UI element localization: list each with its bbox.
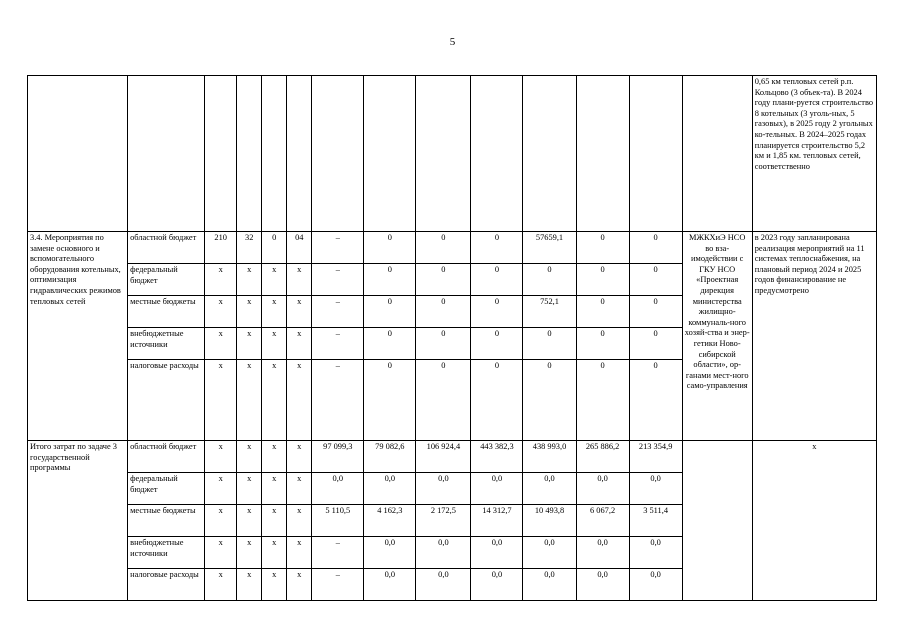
value-cell: 0 [364, 360, 416, 441]
funding-source: налоговые расходы [128, 569, 205, 601]
empty-cell [471, 76, 523, 232]
value-cell: 0,0 [629, 537, 682, 569]
code-cell: 0 [262, 232, 287, 264]
value-cell: 0,0 [576, 537, 629, 569]
funding-source: областной бюджет [128, 232, 205, 264]
code-cell: х [205, 569, 237, 601]
value-cell: 0,0 [576, 569, 629, 601]
funding-source: федеральный бюджет [128, 264, 205, 296]
value-cell: 5 110,5 [312, 505, 364, 537]
continuation-note: 0,65 км тепловых сетей р.п. Кольцово (3 объек-та). В 2024 году плани-руется строительство 8 котельных (3 уголь-ных, 5 газовых), в 2025 году 2 угольных ко-тельных. В 2024–2025 годах планируется строительство 5,2 км и 1,85 км. тепловых сетей, соответственно [752, 76, 876, 232]
code-cell: х [287, 360, 312, 441]
funding-source: местные бюджеты [128, 505, 205, 537]
value-cell: 97 099,3 [312, 441, 364, 473]
value-cell: 0 [576, 328, 629, 360]
value-cell: 0,0 [364, 569, 416, 601]
code-cell: х [237, 264, 262, 296]
value-cell: 0,0 [523, 537, 576, 569]
code-cell: х [287, 264, 312, 296]
code-cell: 32 [237, 232, 262, 264]
code-cell: х [262, 360, 287, 441]
code-cell: х [287, 441, 312, 473]
empty-cell [364, 76, 416, 232]
value-cell: 2 172,5 [416, 505, 471, 537]
value-cell: 0,0 [364, 537, 416, 569]
code-cell: х [287, 328, 312, 360]
value-cell: 0 [629, 296, 682, 328]
value-cell: 0 [523, 328, 576, 360]
code-cell: х [287, 296, 312, 328]
empty-cell [287, 76, 312, 232]
value-cell: – [312, 360, 364, 441]
value-cell: 0,0 [364, 473, 416, 505]
value-cell: 0 [576, 296, 629, 328]
empty-cell [416, 76, 471, 232]
value-cell: 10 493,8 [523, 505, 576, 537]
value-cell: 0,0 [629, 569, 682, 601]
code-cell: х [262, 441, 287, 473]
empty-cell [237, 76, 262, 232]
value-cell: 0,0 [471, 537, 523, 569]
value-cell: 3 511,4 [629, 505, 682, 537]
code-cell: х [262, 569, 287, 601]
value-cell: – [312, 232, 364, 264]
funding-source: налоговые расходы [128, 360, 205, 441]
empty-cell [576, 76, 629, 232]
code-cell: х [237, 360, 262, 441]
empty-cell [262, 76, 287, 232]
total-row [28, 441, 877, 473]
empty-cell [312, 76, 364, 232]
value-cell: 0 [576, 264, 629, 296]
code-cell: 04 [287, 232, 312, 264]
value-cell: 0 [416, 264, 471, 296]
page-number: 5 [449, 36, 456, 48]
code-cell: х [205, 328, 237, 360]
value-cell: 4 162,3 [364, 505, 416, 537]
value-cell: 443 382,3 [471, 441, 523, 473]
code-cell: х [262, 505, 287, 537]
value-cell: 0 [523, 360, 576, 441]
code-cell: х [237, 473, 262, 505]
value-cell: 0 [416, 232, 471, 264]
value-cell: – [312, 296, 364, 328]
total-task-name: Итого затрат по задаче 3 государственной программы [28, 441, 128, 601]
funding-source: внебюджетные источники [128, 537, 205, 569]
value-cell: 0 [576, 232, 629, 264]
value-cell: – [312, 328, 364, 360]
code-cell: х [237, 537, 262, 569]
code-cell: х [287, 505, 312, 537]
funding-source: областной бюджет [128, 441, 205, 473]
value-cell: 438 993,0 [523, 441, 576, 473]
empty-cell [205, 76, 237, 232]
executor: МЖКХиЭ НСО во вза-имодействии с ГКУ НСО «Проектная дирекция министерства жилищно-коммуналь-ного хозяй-ства и энер-гетики Ново-сибирской области», ор-ганами мест-ного само-управления [682, 232, 752, 441]
value-cell: – [312, 569, 364, 601]
value-cell: 0 [629, 232, 682, 264]
value-cell: 0 [471, 296, 523, 328]
empty-cell [682, 76, 752, 232]
value-cell: 0 [364, 264, 416, 296]
code-cell: х [287, 569, 312, 601]
empty-executor-cell [682, 441, 752, 601]
value-cell: – [312, 264, 364, 296]
code-cell: х [205, 264, 237, 296]
value-cell: 0 [364, 328, 416, 360]
value-cell: 0,0 [523, 473, 576, 505]
value-cell: 0 [629, 360, 682, 441]
code-cell: х [237, 328, 262, 360]
code-cell: х [287, 473, 312, 505]
value-cell: 0 [364, 296, 416, 328]
code-cell: х [262, 473, 287, 505]
value-cell: 0,0 [629, 473, 682, 505]
value-cell: 213 354,9 [629, 441, 682, 473]
value-cell: 0 [471, 264, 523, 296]
value-cell: 752,1 [523, 296, 576, 328]
empty-cell [128, 76, 205, 232]
value-cell: 0,0 [416, 473, 471, 505]
code-cell: х [287, 537, 312, 569]
value-cell: 106 924,4 [416, 441, 471, 473]
section-3-4-row [28, 232, 877, 264]
value-cell: 0,0 [471, 569, 523, 601]
funding-source: местные бюджеты [128, 296, 205, 328]
value-cell: 0 [629, 264, 682, 296]
code-cell: х [205, 360, 237, 441]
code-cell: х [237, 296, 262, 328]
value-cell: 0,0 [416, 569, 471, 601]
value-cell: 14 312,7 [471, 505, 523, 537]
empty-cell [629, 76, 682, 232]
code-cell: х [205, 537, 237, 569]
value-cell: 0 [364, 232, 416, 264]
code-cell: х [262, 537, 287, 569]
empty-cell [28, 76, 128, 232]
code-cell: х [237, 505, 262, 537]
value-cell: 0 [416, 328, 471, 360]
value-cell: 6 067,2 [576, 505, 629, 537]
value-cell: 0 [629, 328, 682, 360]
code-cell: х [205, 441, 237, 473]
total-note: х [752, 441, 876, 601]
code-cell: х [262, 264, 287, 296]
code-cell: х [237, 569, 262, 601]
value-cell: 0 [576, 360, 629, 441]
section-note: в 2023 году запланирована реализация мероприятий на 11 системах теплоснабжения, на плановый период 2024 и 2025 годов финансирование не предусмотрено [752, 232, 876, 441]
value-cell: 79 082,6 [364, 441, 416, 473]
value-cell: 0 [523, 264, 576, 296]
code-cell: х [205, 296, 237, 328]
value-cell: – [312, 537, 364, 569]
value-cell: 265 886,2 [576, 441, 629, 473]
value-cell: 0 [471, 232, 523, 264]
value-cell: 0,0 [576, 473, 629, 505]
value-cell: 0,0 [523, 569, 576, 601]
funding-source: федеральный бюджет [128, 473, 205, 505]
value-cell: 0,0 [471, 473, 523, 505]
value-cell: 0 [416, 296, 471, 328]
code-cell: х [262, 296, 287, 328]
value-cell: 0,0 [416, 537, 471, 569]
code-cell: 210 [205, 232, 237, 264]
budget-table [27, 75, 877, 601]
task-name: 3.4. Мероприятия по замене основного и вспомогательного оборудования котельных, оптимизация гидравлических режимов тепловых сетей [28, 232, 128, 441]
value-cell: 57659,1 [523, 232, 576, 264]
value-cell: 0 [416, 360, 471, 441]
code-cell: х [205, 473, 237, 505]
code-cell: х [237, 441, 262, 473]
code-cell: х [205, 505, 237, 537]
empty-cell [523, 76, 576, 232]
value-cell: 0 [471, 328, 523, 360]
continuation-row [28, 76, 877, 232]
code-cell: х [262, 328, 287, 360]
value-cell: 0 [471, 360, 523, 441]
value-cell: 0,0 [312, 473, 364, 505]
funding-source: внебюджетные источники [128, 328, 205, 360]
